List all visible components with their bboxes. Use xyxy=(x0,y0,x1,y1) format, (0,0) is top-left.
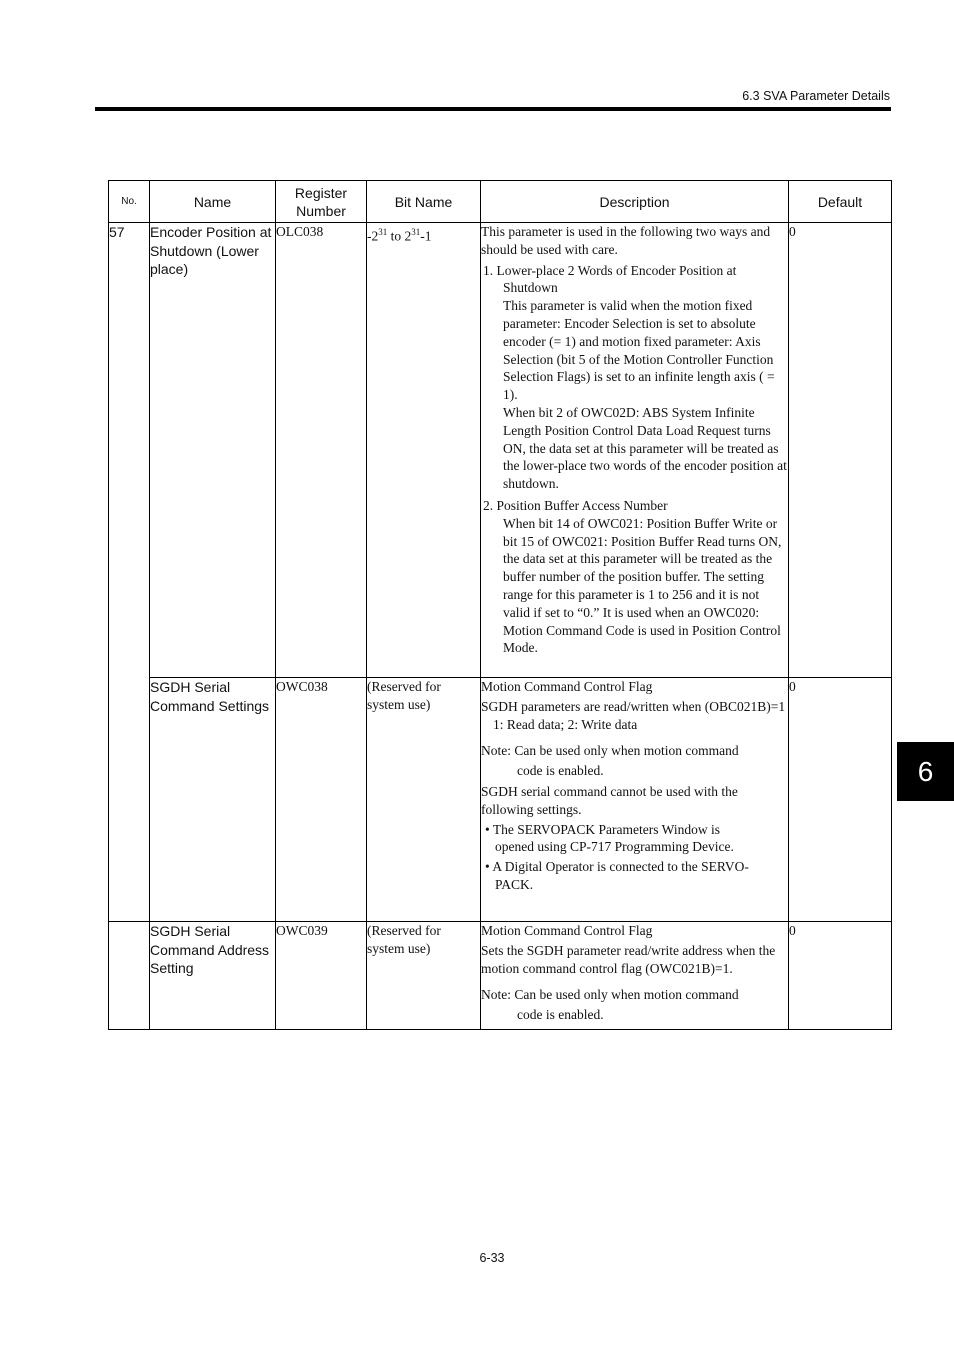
column-header-default: Default xyxy=(789,181,892,223)
bullet-item: • A Digital Operator is connected to the SERVO- xyxy=(485,859,749,875)
register-number: OWC038 xyxy=(276,678,367,922)
description-line: Motion Command Control Flag xyxy=(481,679,653,694)
bit-name xyxy=(367,223,481,678)
note-label: Note: Can be used only when motion command xyxy=(481,743,739,759)
row-number-empty xyxy=(109,922,150,1030)
bullet-item-continued: opened using CP-717 Programming Device. xyxy=(495,839,734,855)
description-paragraph: SGDH serial command cannot be used with the following settings. xyxy=(481,783,738,817)
table-header-row xyxy=(109,181,892,223)
description-item-title: 2. Position Buffer Access Number xyxy=(483,497,668,513)
section-title: 6.3 SVA Parameter Details xyxy=(742,89,890,103)
note-continued: code is enabled. xyxy=(517,1007,604,1023)
column-header-register-number: Register Number xyxy=(276,181,367,223)
parameter-name: SGDH Serial Command Address Setting xyxy=(150,922,276,1030)
note-label: Note: Can be used only when motion command xyxy=(481,987,739,1003)
bit-range-exponent: 31 xyxy=(411,227,421,237)
description-cell xyxy=(481,922,789,1030)
register-number: OWC039 xyxy=(276,922,367,1030)
description-item-title: 1. Lower-place 2 Words of Encoder Position at xyxy=(483,262,737,278)
register-number: OLC038 xyxy=(276,223,367,678)
description-line: Motion Command Control Flag xyxy=(481,923,653,938)
table-row xyxy=(109,922,892,1030)
parameter-name: Encoder Position at Shutdown (Lower place) xyxy=(150,223,276,678)
description-cell xyxy=(481,223,789,678)
description-line: Sets the SGDH parameter read/write address when the motion command control flag (OWC021B)=1. xyxy=(481,942,776,976)
column-header-description: Description xyxy=(481,181,789,223)
column-header-bit-name: Bit Name xyxy=(367,181,481,223)
description-line: 1: Read data; 2: Write data xyxy=(493,716,638,732)
row-number: 57 xyxy=(109,223,150,678)
parameter-table xyxy=(108,180,892,1030)
chapter-tab: 6 xyxy=(897,742,954,801)
default-value: 0 xyxy=(789,922,892,1030)
bullet-item: • The SERVOPACK Parameters Window is xyxy=(485,821,720,837)
parameter-name: SGDH Serial Command Settings xyxy=(150,678,276,922)
description-line: SGDH parameters are read/written when (OBC021B)=1 xyxy=(481,698,786,714)
column-header-name: Name xyxy=(150,181,276,223)
bit-range-part: to 2 xyxy=(387,228,412,244)
description-paragraph: When bit 14 of OWC021: Position Buffer Write or bit 15 of OWC021: Position Buffer Read turns ON, the data set at this parameter will be treated as the buffer number of the position buffer. The setting range for this parameter is 1 to 256 and it is not valid if set to “0.” It is used when an OWC020: Motion Command Code is used in Position Control Mode. xyxy=(503,515,782,656)
description-cell xyxy=(481,678,789,922)
header-rule xyxy=(95,107,891,111)
column-header-no: No. xyxy=(109,181,150,223)
description-item-title-continued: Shutdown xyxy=(503,280,558,296)
default-value: 0 xyxy=(789,223,892,678)
row-number-empty xyxy=(109,678,150,922)
default-value: 0 xyxy=(789,678,892,922)
bit-name: (Reserved for system use) xyxy=(367,922,481,1030)
table-row xyxy=(109,223,892,678)
description-paragraph: When bit 2 of OWC02D: ABS System Infinite Length Position Control Data Load Request turns ON, the data set at this parameter will be treated as the lower-place two words of the encoder position at shutdown. xyxy=(503,404,787,492)
bit-name: (Reserved for system use) xyxy=(367,678,481,922)
description-intro: This parameter is used in the following two ways and should be used with care. xyxy=(481,224,771,257)
bullet-item-continued: PACK. xyxy=(495,876,534,892)
note-continued: code is enabled. xyxy=(517,763,604,779)
page-number: 6-33 xyxy=(479,1251,505,1265)
bit-range-part: -2 xyxy=(367,228,379,244)
table-row xyxy=(109,678,892,922)
bit-range-part: -1 xyxy=(420,228,432,244)
bit-range-exponent: 31 xyxy=(378,227,388,237)
description-paragraph: This parameter is valid when the motion fixed parameter: Encoder Selection is set to absolute encoder (= 1) and motion fixed parameter: Axis Selection (bit 5 of the Motion Controller Function Selection Flags) is set to an infinite length axis ( = 1). xyxy=(503,298,775,403)
